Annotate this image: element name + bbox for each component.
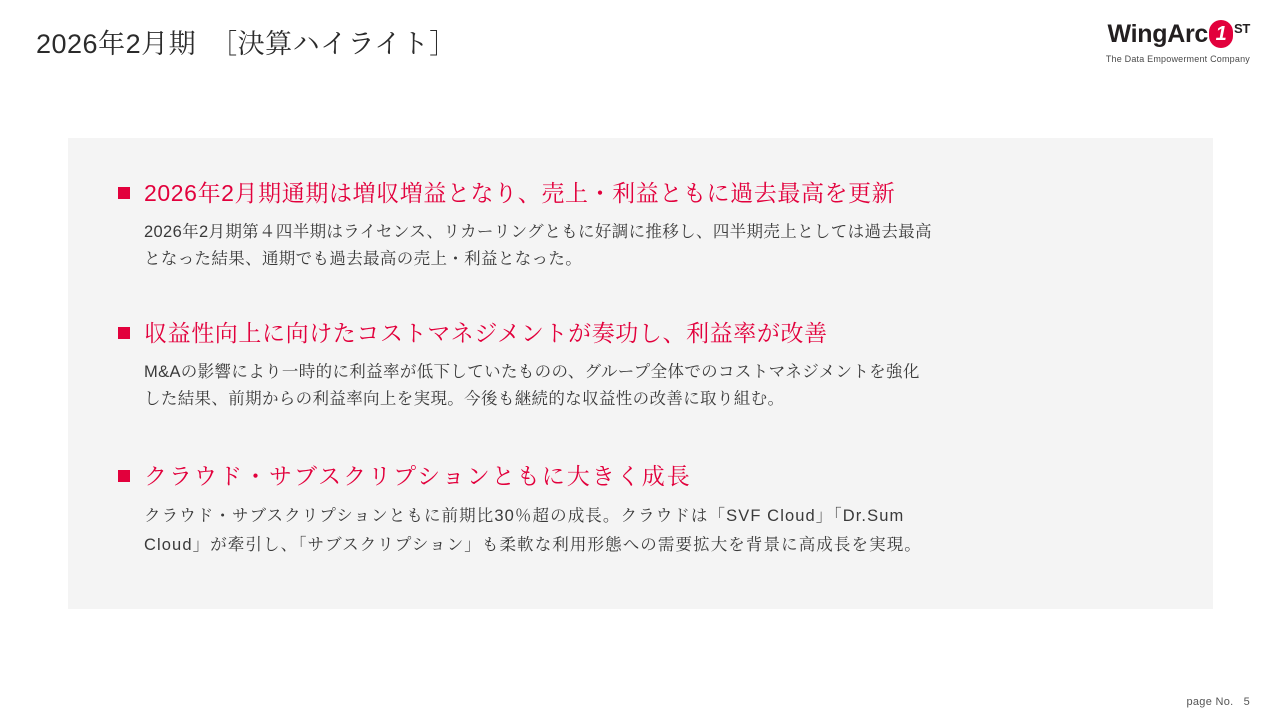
highlight-headline-1 xyxy=(118,178,1183,209)
logo-tagline: The Data Empowerment Company xyxy=(1105,54,1250,64)
highlight-block-1 xyxy=(118,178,1183,272)
highlights-panel xyxy=(68,138,1213,609)
highlight-body-3 xyxy=(144,502,1183,560)
page-number-footer xyxy=(1186,696,1250,708)
body-line: となった結果、通期でも過去最高の売上・利益となった。 xyxy=(144,249,583,268)
page-title: 2026年2月期 ［決算ハイライト］ xyxy=(36,29,457,59)
highlight-body-1 xyxy=(144,219,1183,272)
body-line: した結果、前期からの利益率向上を実現。今後も継続的な収益性の改善に取り組む。 xyxy=(144,389,785,408)
highlight-body-2 xyxy=(144,359,1183,412)
highlight-headline-text: 収益性向上に向けたコストマネジメントが奏功し、利益率が改善 xyxy=(144,320,828,346)
logo-word-left: WingArc xyxy=(1107,19,1208,48)
body-line: M&Aの影響により一時的に利益率が低下していたものの、グループ全体でのコストマネジメントを強化 xyxy=(144,363,920,382)
bullet-square-icon xyxy=(118,470,130,482)
page-number-label: page No. xyxy=(1186,696,1234,708)
highlight-headline-2 xyxy=(118,318,1183,349)
logo-one-mark-icon: 1 xyxy=(1209,20,1233,48)
highlight-headline-3 xyxy=(118,461,1183,492)
company-logo xyxy=(990,20,1250,64)
body-line: クラウド・サブスクリプションともに前期比30％超の成長。クラウドは「SVF Cloud」「Dr.Sum xyxy=(144,507,905,526)
logo-wordmark xyxy=(990,20,1250,48)
body-line: Cloud」が牽引し、「サブスクリプション」も柔軟な利用形態への需要拡大を背景に高成長を実現。 xyxy=(144,535,922,554)
highlight-headline-text: クラウド・サブスクリプションともに大きく成長 xyxy=(144,463,692,489)
highlight-block-2 xyxy=(118,318,1183,412)
highlight-block-3 xyxy=(118,461,1183,560)
bullet-square-icon xyxy=(118,187,130,199)
highlight-headline-text: 2026年2月期通期は増収増益となり、売上・利益ともに過去最高を更新 xyxy=(144,180,896,206)
body-line: 2026年2月期第４四半期はライセンス、リカーリングともに好調に推移し、四半期売上としては過去最高 xyxy=(144,223,932,242)
page-number-value: 5 xyxy=(1243,696,1250,708)
bullet-square-icon xyxy=(118,327,130,339)
logo-word-right: ST xyxy=(1233,20,1250,36)
